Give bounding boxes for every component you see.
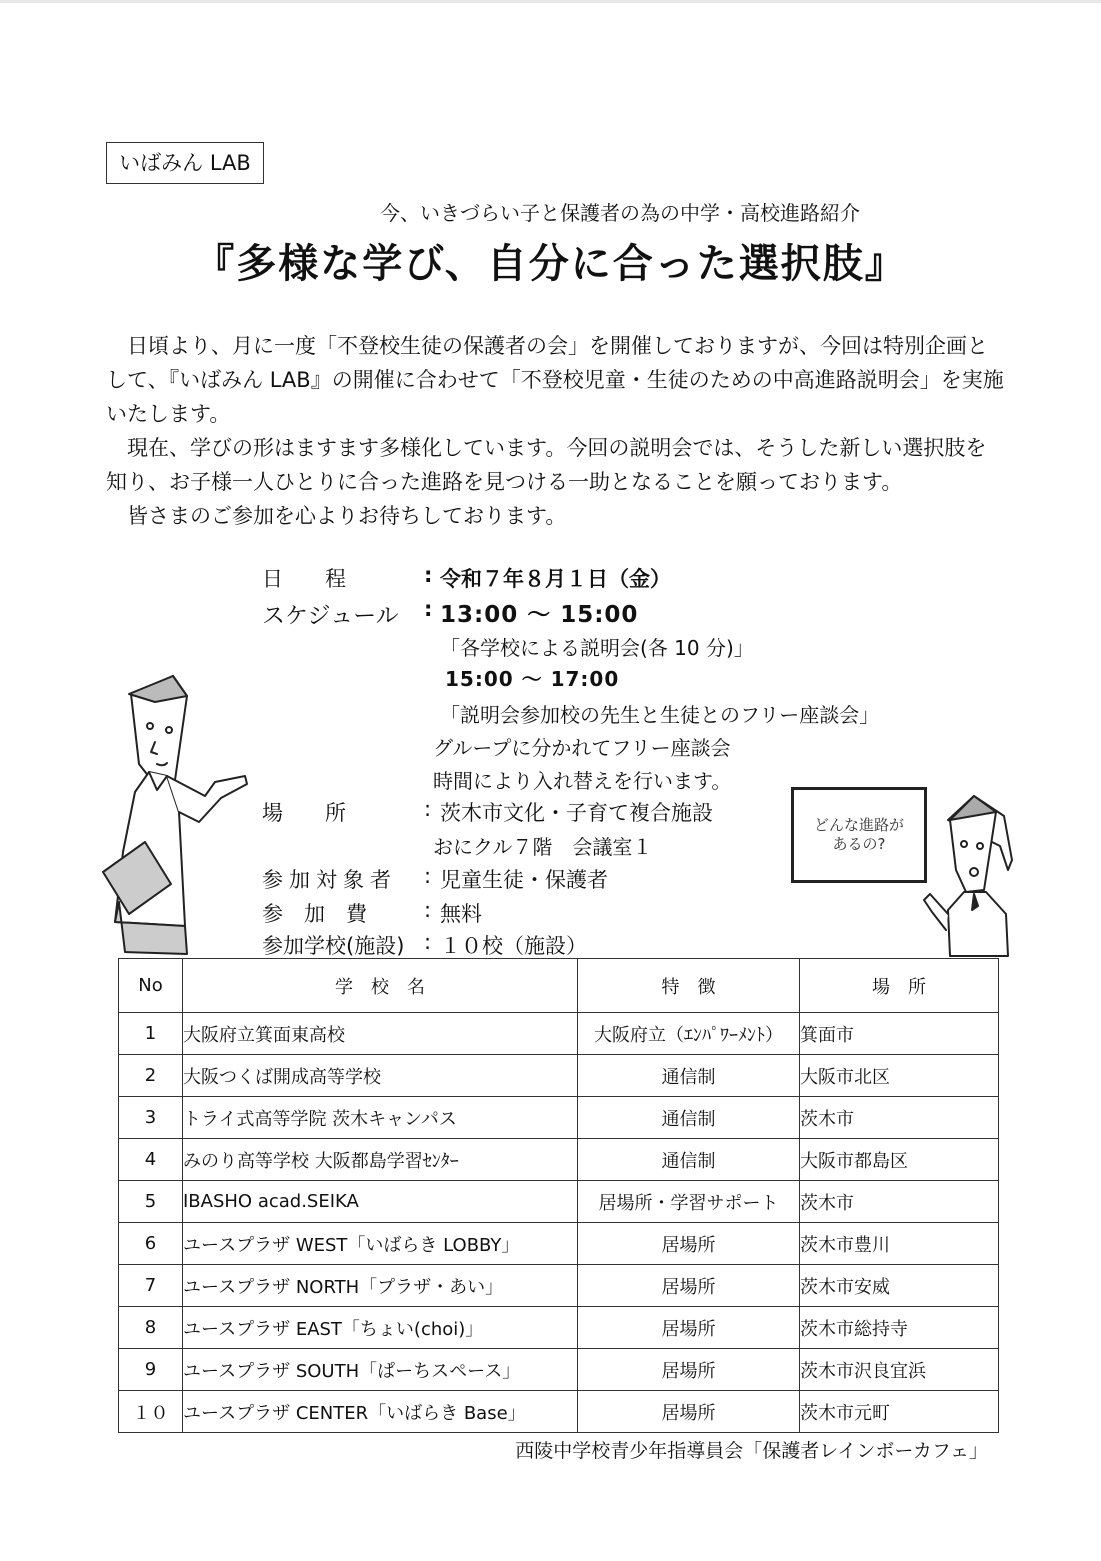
row-school-name: 大阪つくば開成高等学校 [183, 1055, 578, 1097]
row-feature: 居場所 [578, 1265, 800, 1307]
row-no: 6 [119, 1223, 183, 1265]
row-location: 茨木市沢良宜浜 [800, 1349, 999, 1391]
schedule-note-1: グループに分かれてフリー座談会 [433, 736, 731, 760]
row-school-name: 大阪府立箕面東高校 [183, 1013, 578, 1055]
row-school-name: IBASHO acad.SEIKA [183, 1181, 578, 1223]
intro-paragraph-3: 皆さまのご参加を心よりお待ちしております。 [127, 504, 567, 528]
row-feature: 大阪府立（ｴﾝﾊﾟﾜｰﾒﾝﾄ） [578, 1013, 800, 1055]
speech-text: どんな進路が あるの? [813, 816, 904, 853]
row-school-name: みのり高等学校 大阪都島学習ｾﾝﾀｰ [183, 1139, 578, 1181]
row-no: 2 [119, 1055, 183, 1097]
row-school-name: ユースプラザ SOUTH「ぱーちスペース」 [183, 1349, 578, 1391]
row-school-name: ユースプラザ CENTER「いばらき Base」 [183, 1391, 578, 1433]
row-school-name: トライ式高等学院 茨木キャンパス [183, 1097, 578, 1139]
footer-organizer: 西陵中学校青少年指導員会「保護者レインボーカフェ」 [515, 1440, 988, 1462]
schools-table [118, 958, 999, 1433]
info-date-label: 日 程 [262, 567, 346, 591]
row-location: 茨木市総持寺 [800, 1307, 999, 1349]
row-feature: 通信制 [578, 1139, 800, 1181]
row-location: 茨木市元町 [800, 1391, 999, 1433]
table-header-row [119, 959, 999, 1013]
intro-paragraph-2: 現在、学びの形はますます多様化しています。今回の説明会では、そうした新しい選択肢を知り、お子様一人ひとりに合った進路を見つける一助となることを願っております。 [106, 436, 987, 494]
row-feature: 居場所 [578, 1349, 800, 1391]
schedule-time-1: 13:00 ～ 15:00 [440, 602, 639, 628]
row-location: 茨木市安威 [800, 1265, 999, 1307]
info-date-value: 令和７年８月１日（金） [440, 567, 671, 591]
info-fee-value: 無料 [440, 902, 482, 926]
info-schedule-label: スケジュール [262, 603, 399, 629]
table-row [119, 1055, 999, 1097]
schedule-desc-2: 「説明会参加校の先生と生徒とのフリー座談会」 [440, 703, 880, 727]
info-place-room: おにクル７階 会議室１ [433, 835, 653, 859]
table-row [119, 1223, 999, 1265]
table-row [119, 1265, 999, 1307]
row-location: 大阪市北区 [800, 1055, 999, 1097]
row-no: 4 [119, 1139, 183, 1181]
row-feature: 居場所・学習サポート [578, 1181, 800, 1223]
row-no: 8 [119, 1307, 183, 1349]
row-school-name: ユースプラザ NORTH「プラザ・あい」 [183, 1265, 578, 1307]
row-no: １０ [119, 1391, 183, 1433]
row-location: 茨木市 [800, 1181, 999, 1223]
intro-paragraph-1: 日頃より、月に一度「不登校生徒の保護者の会」を開催しておりますが、今回は特別企画として、『いばみん LAB』の開催に合わせて「不登校児童・生徒のための中高進路説明会」を実施いたします。 [106, 334, 1004, 426]
schedule-desc-1: 「各学校による説明会(各 10 分)」 [440, 636, 754, 660]
schedule-note-2: 時間により入れ替えを行います。 [433, 769, 732, 793]
table-row [119, 1391, 999, 1433]
info-schools-value: １０校（施設） [440, 934, 587, 958]
info-target-label: 参加対象者 [262, 868, 397, 892]
student-illustration-icon [912, 790, 1022, 960]
header-location: 場 所 [800, 959, 999, 1013]
colon: : [424, 898, 432, 922]
table-row [119, 1349, 999, 1391]
row-feature: 通信制 [578, 1097, 800, 1139]
info-schools-label: 参加学校(施設) [262, 934, 405, 958]
row-school-name: ユースプラザ WEST「いばらき LOBBY」 [183, 1223, 578, 1265]
row-feature: 通信制 [578, 1055, 800, 1097]
row-location: 茨木市豊川 [800, 1223, 999, 1265]
row-school-name: ユースプラザ EAST「ちょい(choi)」 [183, 1307, 578, 1349]
table-row [119, 1307, 999, 1349]
header-no: No [119, 959, 183, 1013]
info-fee-label: 参 加 費 [262, 902, 367, 926]
colon: : [424, 797, 432, 821]
row-no: 3 [119, 1097, 183, 1139]
row-no: 1 [119, 1013, 183, 1055]
info-place-label: 場 所 [262, 801, 346, 825]
page-top-border [0, 0, 1101, 3]
schedule-time-2: 15:00 ～ 17:00 [445, 667, 620, 691]
table-row [119, 1181, 999, 1223]
row-feature: 居場所 [578, 1223, 800, 1265]
row-location: 茨木市 [800, 1097, 999, 1139]
header-feature: 特 徴 [578, 959, 800, 1013]
info-place-value: 茨木市文化・子育て複合施設 [440, 801, 713, 825]
colon: : [424, 597, 433, 621]
table-row [119, 1097, 999, 1139]
page-title: 『多様な学び、自分に合った選択肢』 [194, 241, 907, 287]
speech-board [791, 787, 927, 883]
table-row [119, 1013, 999, 1055]
row-location: 大阪市都島区 [800, 1139, 999, 1181]
header-school-name: 学 校 名 [183, 959, 578, 1013]
subtitle: 今、いきづらい子と保護者の為の中学・高校進路紹介 [380, 201, 860, 225]
intro-text [106, 329, 1006, 533]
table-row [119, 1139, 999, 1181]
colon: : [424, 930, 432, 954]
info-target-value: 児童生徒・保護者 [440, 868, 608, 892]
row-feature: 居場所 [578, 1391, 800, 1433]
row-location: 箕面市 [800, 1013, 999, 1055]
event-tag: いばみん LAB [106, 142, 264, 184]
row-no: 7 [119, 1265, 183, 1307]
colon: : [424, 563, 433, 587]
row-no: 5 [119, 1181, 183, 1223]
row-feature: 居場所 [578, 1307, 800, 1349]
row-no: 9 [119, 1349, 183, 1391]
teacher-illustration-icon [95, 672, 255, 962]
colon: : [424, 864, 432, 888]
